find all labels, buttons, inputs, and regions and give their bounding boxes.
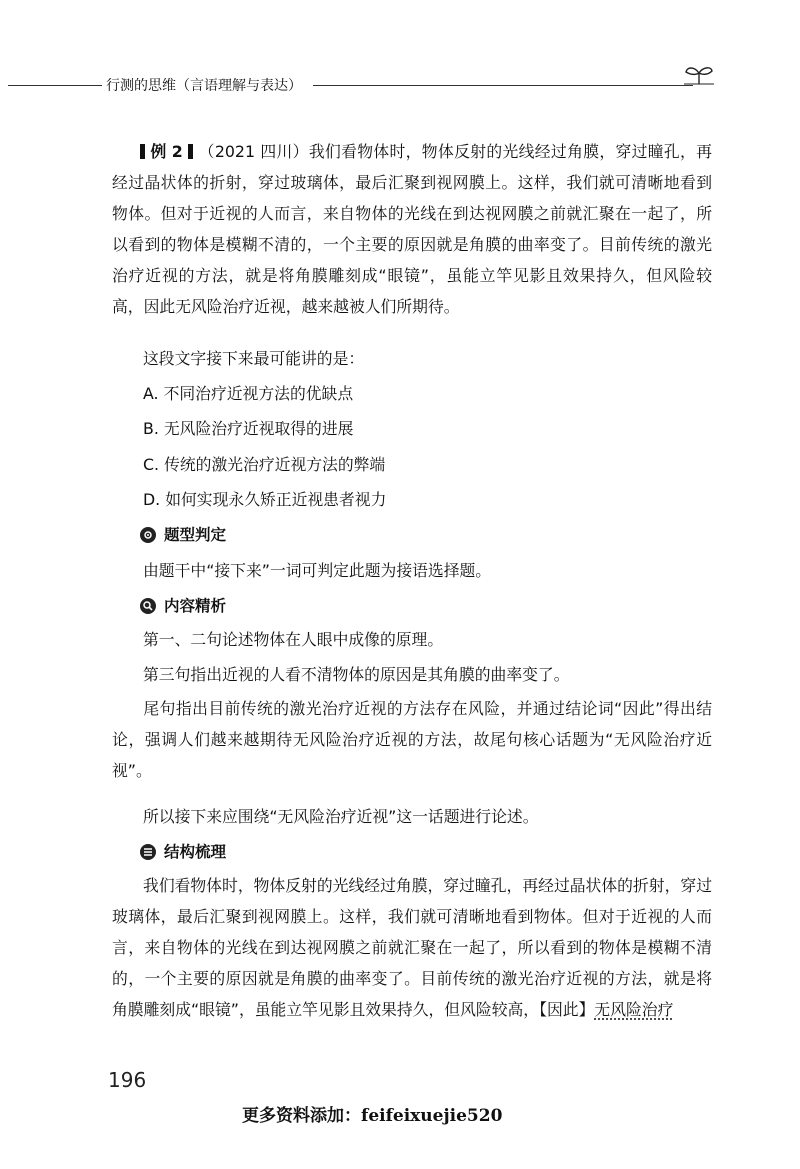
- bracket-bar-icon: [140, 144, 145, 159]
- section-type-heading: 题型判定: [140, 523, 226, 545]
- header-rule-right: [313, 85, 693, 86]
- analysis-paragraph: 尾句指出目前传统的激光治疗近视的方法存在风险，并通过结论词“因此”得出结论，强调人们越来越期待无风险治疗近视的方法，故尾句核心话题为“无风险治疗近视”。: [112, 699, 712, 780]
- option-c: C. 传统的激光治疗近视方法的弊端: [143, 455, 386, 474]
- structure-paragraph: 我们看物体时，物体反射的光线经过角膜，穿过瞳孔，再经过晶状体的折射，穿过玻璃体，最后汇聚到视网膜上。这样，我们就可清晰地看到物体。但对于近视的人而言，来自物体的光线在到达视网膜之前就汇聚在一起了，所以看到的物体是模糊不清的，一个主要的原因就是角膜的曲率变了。目前传统的激光治疗近视的方法，就是将角膜雕刻成“眼镜”，虽能立竿见影且效果持久，但风险较高，【因此】无风险治疗: [112, 876, 712, 1019]
- footer-contact: feifeixuejie520: [361, 1106, 503, 1126]
- conclusion-marker: 【因此】: [539, 1000, 595, 1019]
- option-b: B. 无风险治疗近视取得的进展: [143, 419, 354, 438]
- example-source: （2021 四川）: [198, 142, 309, 161]
- type-text: 由题干中“接下来”一词可判定此题为接语选择题。: [143, 561, 492, 580]
- footer-promo: [242, 1101, 502, 1126]
- option-d: D. 如何实现永久矫正近视患者视力: [143, 490, 387, 509]
- analysis-line-1: 第一、二句论述物体在人眼中成像的原理。: [143, 630, 444, 649]
- sprout-icon: [684, 64, 714, 86]
- analysis-line-2: 第三句指出近视的人看不清物体的原因是其角膜的曲率变了。: [143, 665, 570, 684]
- structure-badge-icon: [140, 844, 156, 860]
- option-a: A. 不同治疗近视方法的优缺点: [143, 384, 354, 403]
- magnifier-badge-icon: [140, 598, 156, 614]
- header-title: 行测的思维（言语理解与表达）: [106, 78, 302, 94]
- running-header: [8, 72, 708, 100]
- section-structure-heading: 结构梳理: [140, 840, 226, 862]
- bracket-bar-icon: [188, 144, 193, 159]
- gear-badge-icon: [140, 527, 156, 543]
- example-paragraph: [112, 136, 712, 322]
- example-text: 我们看物体时，物体反射的光线经过角膜，穿过瞳孔，再经过晶状体的折射，穿过玻璃体，最后汇聚到视网膜上。这样，我们就可清晰地看到物体。但对于近视的人而言，来自物体的光线在到达视网膜之前就汇聚在一起了，所以看到的物体是模糊不清的，一个主要的原因就是角膜的曲率变了。目前传统的激光治疗近视的方法，就是将角膜雕刻成“眼镜”，虽能立竿见影且效果持久，但风险较高，因此无风险治疗近视，越来越被人们所期待。: [112, 142, 712, 316]
- header-rule-left: [8, 85, 102, 86]
- footer-label: 更多资料添加：: [242, 1106, 361, 1126]
- analysis-conclusion: 所以接下来应围绕“无风险治疗近视”这一话题进行论述。: [143, 807, 539, 826]
- page-number: 196: [108, 1068, 147, 1092]
- emphasized-topic: 无风险治疗: [594, 1000, 674, 1019]
- example-label: 例 2: [140, 136, 193, 167]
- question-stem: 这段文字接下来最可能讲的是：: [143, 349, 365, 368]
- section-analysis-heading: 内容精析: [140, 594, 226, 616]
